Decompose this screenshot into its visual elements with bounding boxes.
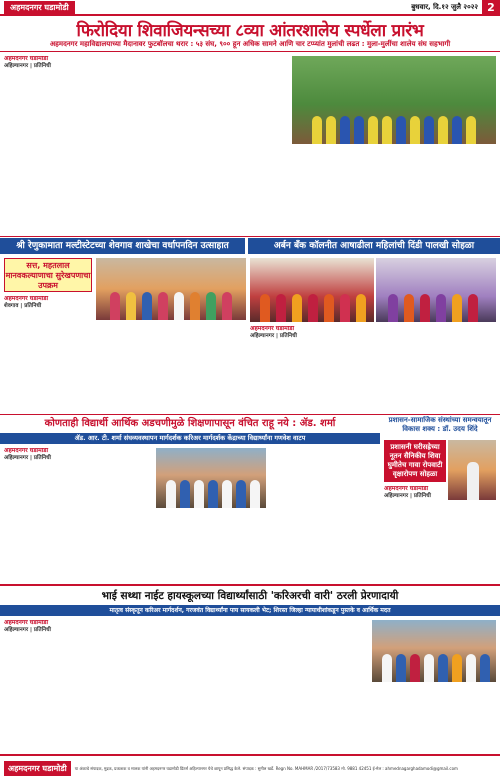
story6-photo-students <box>372 620 496 682</box>
story4-column-1 <box>4 448 76 582</box>
story6-column-5 <box>250 620 308 750</box>
story5-callout: प्रशासनी घरीसह्रेच्या नूतन सैनिकीय शिवा घुमीतेच गावा रोपवाटी वृक्षारोपण सोहळा <box>384 440 446 482</box>
story1-column-6 <box>430 148 496 234</box>
story6-column-3 <box>128 620 188 750</box>
story2-place: शेवगाव | प्रतिनिधी <box>4 302 42 309</box>
divider <box>0 236 500 237</box>
story4-byline: अहमदनगर घडामोडी <box>4 448 49 454</box>
story1-byline: अहमदनगर घडामोडी <box>4 56 49 62</box>
story4-photo-students <box>156 448 266 508</box>
story4-column-2 <box>80 448 152 582</box>
story4-column-3 <box>156 512 210 582</box>
story4-subhead: ॲड. आर. टी. शर्मा संघव्यवस्थापन मार्गदर्शक करिअर मार्गदर्शक केंद्राच्या विद्यार्थ्यांना गणवेश वाटप <box>0 433 380 444</box>
footer-logo: अहमदनगर घडामोडी <box>4 761 71 776</box>
story1-column-3 <box>196 56 288 234</box>
story1-place: अहिल्यानगर | प्रतिनिधी <box>4 62 51 69</box>
issue-date: बुधवार, दि.१२ जुलै २०२२ <box>411 2 478 11</box>
story1-photo-team <box>292 56 496 144</box>
story4-column-4 <box>212 512 266 582</box>
masthead-bar <box>0 0 500 16</box>
story3-column-1 <box>250 326 310 412</box>
story6-column-1 <box>4 620 64 750</box>
story6-column-6 <box>310 620 368 750</box>
story6-subhead: मातृत्व संस्कृतून करिअर मार्गदर्शन, गरजवंत विद्यार्थ्यांना पाय सायकली भेट; शिरस्त जिल्हा न्यायाधीशांकडून पुस्तके व आर्थिक मदत <box>0 605 500 616</box>
story3-column-3 <box>374 326 434 412</box>
story2-column-2 <box>96 324 168 412</box>
story2-headline: श्री रेणुकामाता मल्टीस्टेटच्या शेवगाव शाखेचा वर्धापनदिन उत्साहात <box>0 238 245 254</box>
divider <box>0 584 500 586</box>
story1-column-1 <box>4 56 98 234</box>
story3-photo-left <box>250 258 374 322</box>
divider <box>0 414 500 415</box>
story2-column-3 <box>172 324 246 412</box>
story5-headline: प्रशासन-सामाजिक संस्थांच्या समन्वयातून विकास शक्य : डॉ. उदय शिंदे <box>388 416 492 433</box>
story3-byline: अहमदनगर घडामोडी <box>250 326 295 332</box>
story2-callout: सत्त, महतलाल मानवकल्याणाचा सुरेखपणाचा उपक्रम <box>4 258 92 292</box>
story6-byline: अहमदनगर घडामोडी <box>4 620 49 626</box>
story4-column-6 <box>326 448 378 582</box>
story5-photo-portrait <box>448 440 496 500</box>
imprint-footer <box>0 754 500 780</box>
story5-column-2 <box>448 504 496 582</box>
story4-column-5 <box>270 448 322 582</box>
story2-column-1 <box>4 296 92 412</box>
story4-place: अहिल्यानगर | प्रतिनिधी <box>4 454 51 461</box>
story1-column-5 <box>361 148 427 234</box>
story3-column-4 <box>436 326 496 412</box>
story1-headline: फिरोदिया शिवाजियन्सच्या ८व्या आंतरशालेय स्पर्धेला प्रारंभ <box>76 21 424 41</box>
story3-column-2 <box>312 326 372 412</box>
story3-headline: अर्बन बँक कॉलनीत आषाढीला महिलांची दिंडी पालखी सोहळा <box>248 238 500 254</box>
masthead-logo: अहमदनगर घडामोडी <box>4 1 75 14</box>
story3-place: अहिल्यानगर | प्रतिनिधी <box>250 332 297 339</box>
story6-column-7 <box>372 686 432 750</box>
story5-place: अहिल्यानगर | प्रतिनिधी <box>384 492 431 499</box>
story1-column-2 <box>100 56 194 234</box>
story4-headline: कोणताही विद्यार्थी आर्थिक अडचणीमुळे शिक्षणापासून वंचित राहू नये : ॲड. शर्मा <box>44 418 336 429</box>
story5-column-1 <box>384 486 446 582</box>
story6-place: अहिल्यानगर | प्रतिनिधी <box>4 626 51 633</box>
story1-column-4 <box>292 148 358 234</box>
story6-column-8 <box>436 686 496 750</box>
footer-imprint-text: या अंकाचे संपादक, मुद्रक, प्रकाशक व मालक यांनी अहमदनगर घडामोडी प्रिंटर्स अहिल्यानगर येथे छापून प्रसिद्ध केले. संपादक : सुनील खर्डे. Regn No. MAHMAR /2017/73583 मो. 9881 42451 ई-मेल : ahmednagarghadamodi@gmail.com <box>74 765 458 771</box>
story2-photo <box>96 258 246 320</box>
story3-photo-right <box>376 258 496 322</box>
story6-headline: भाई सथ्था नाईट हायस्कूलच्या विद्यार्थ्यांसाठी 'करिअरची वारी' ठरली प्रेरणादायी <box>101 590 399 602</box>
story2-byline: अहमदनगर घडामोडी <box>4 296 49 302</box>
story5-byline: अहमदनगर घडामोडी <box>384 486 429 492</box>
page-number: 2 <box>482 0 500 15</box>
story6-column-4 <box>190 620 248 750</box>
story6-column-2 <box>66 620 126 750</box>
story1-subhead: अहमदनगर महाविद्यालयाच्या मैदानावर फुटबॉलचा थरार : ५३ संघ, ९०० हून अधिक सामने आणि चार टप्प्यांत मुलांची लढत : मुला-मुलींचा शालेय संघ सहभागी <box>0 40 500 52</box>
